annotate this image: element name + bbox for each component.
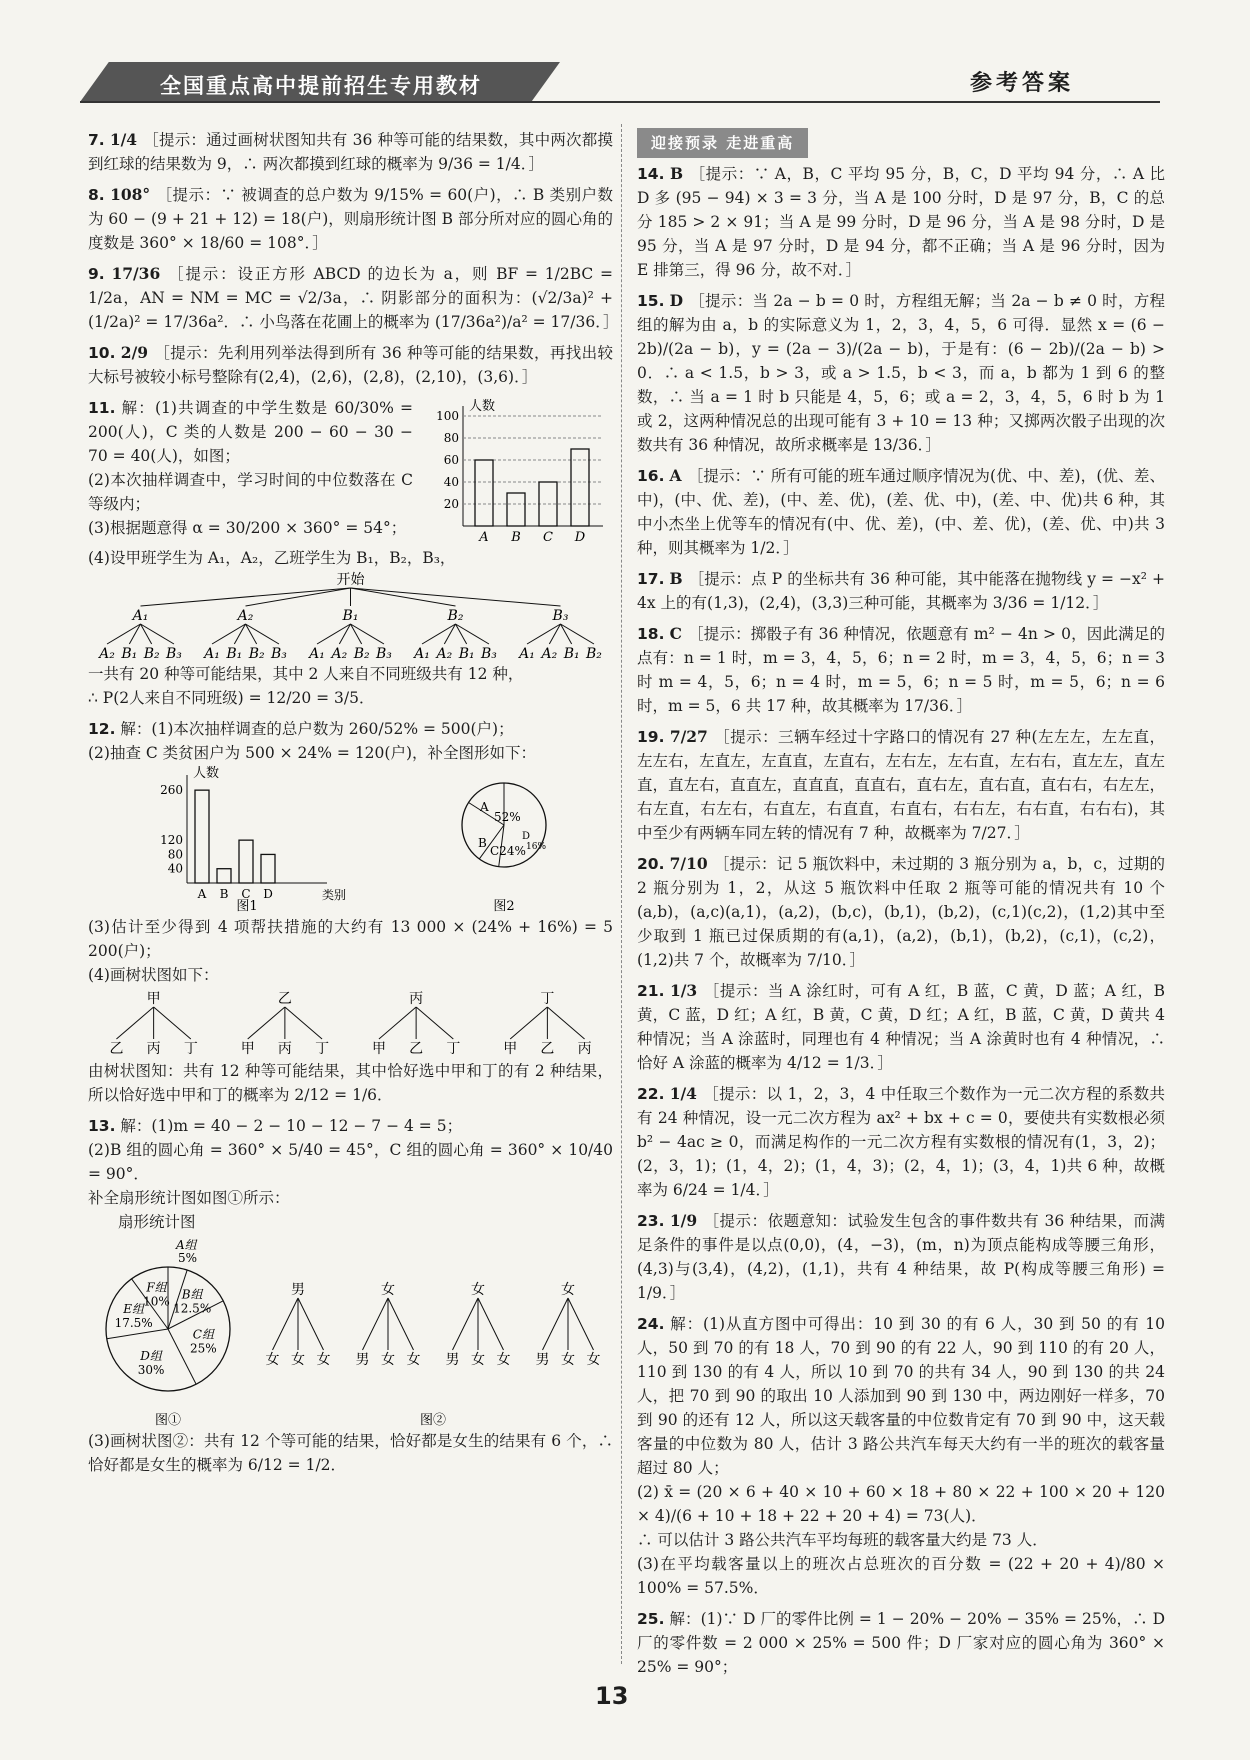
- figure-caption: 图①: [154, 1413, 182, 1428]
- tree-leaf: 丁: [183, 1041, 198, 1057]
- y-axis-label: 人数: [192, 766, 219, 781]
- tree-diagram-13: [253, 1234, 613, 1429]
- tree-branch: [568, 1298, 594, 1350]
- tree-leaf: 乙: [540, 1041, 555, 1057]
- y-tick-label: 60: [443, 453, 459, 467]
- tree-leaf: B₃: [166, 646, 182, 662]
- section-title: 迎接预录 走进重高: [637, 128, 808, 158]
- tree-branch: [379, 1007, 416, 1039]
- y-tick-label: 100: [436, 409, 459, 423]
- tree-branch: [388, 1298, 414, 1350]
- bar-B: [217, 869, 231, 883]
- tree-branch: [141, 588, 351, 606]
- tree-leaf: B₃: [481, 646, 497, 662]
- tree-leaf: B₁: [121, 646, 138, 662]
- bar-C: [239, 840, 253, 883]
- answer-7: 7. 1/4 ［提示：通过画树状图知共有 36 种等可能的结果数，其中两次都摸到红球的结果数为 9，∴ 两次都摸到红球的概率为 9/36 = 1/4．］: [88, 130, 613, 173]
- answer-18: 18. C ［提示：掷骰子有 36 种情况，依题意有 m² − 4n > 0，因此满足的点有：n = 1 时，m = 3，4，5，6；n = 2 时，m = 3，4，5，6；n = 3 时 m = 4，5，6；n = 4 时，m = 5，6；n = 5 时，m = 5，6；n = 6 时，m = 5，6 共 17 种，故其概率为 17/36．］: [637, 624, 1165, 715]
- column-divider: [621, 124, 622, 1664]
- tree-leaf: B₁: [563, 646, 580, 662]
- tree-leaf: 甲: [240, 1041, 255, 1057]
- tree-node: 男: [291, 1282, 305, 1298]
- x-tick-label: B: [511, 530, 521, 545]
- tree-branch: [547, 1007, 584, 1039]
- slice-label: C24%: [490, 844, 527, 858]
- tree-branch: [351, 588, 561, 606]
- figure-caption: 图1: [236, 899, 258, 914]
- tree-branch: [116, 1007, 153, 1039]
- bar-B: [507, 493, 525, 526]
- tree-leaf: A₂: [436, 646, 453, 662]
- tree-node: 丁: [540, 991, 555, 1007]
- tree-node: B₃: [552, 608, 569, 624]
- slice-label: C组: [192, 1327, 214, 1342]
- tree-node: 女: [381, 1282, 395, 1298]
- left-column: [88, 128, 619, 1484]
- tree-leaf: 丙: [577, 1041, 592, 1057]
- pie-chart-13: [88, 1234, 248, 1429]
- answer-24: 24. 解：(1)从直方图中可得出：10 到 30 的有 6 人，30 到 50 的有 10 人，50 到 70 的有 18 人，70 到 90 的有 22 人，90 到 110 的有 20 人，110 到 130 的有 4 人，所以 10 到 70 的共有 34 人，90 到 130 的共 24 人，把 70 到 90 的取出 10 人添加到 90 到 130 中，两边刚好一样多，70 到 90 的还有 12 人，所以这天载客量的中位数肯定有 70 到 90 中，这天载客量的中位数为 80 人，估计 3 路公共汽车每天大约有一半的班次的载客量超过 80 人； (2) x̄ = (20 × 6 + 40 × 10 + 60 × 18 + 80 × 22 + 100 × 20 + 120 × 4)/(6 + 10 + 18 + 22 + 20 + 4) = 73(人)． ∴ 可以估计 3 路公共汽车平均每班的载客量大约是 73 人． (3)在平均载客量以上的班次占总班次的百分数 = (22 + 20 + 4)/80 × 100% = 57.5%．: [637, 1315, 1165, 1597]
- tree-leaf: B₁: [458, 646, 475, 662]
- slice-label: 10%: [143, 1294, 170, 1309]
- tree-branch: [298, 1298, 324, 1350]
- tree-leaf: 甲: [371, 1041, 386, 1057]
- y-tick-label: 80: [167, 847, 183, 862]
- tree-leaf: A₁: [519, 646, 535, 662]
- tree-leaf: 甲: [503, 1041, 518, 1057]
- answer-20: 20. 7/10 ［提示：记 5 瓶饮料中，未过期的 3 瓶分别为 a，b，c，过期的 2 瓶分别为 1，2，从这 5 瓶饮料中任取 2 瓶等可能的情况共有 10 个(a,b)，(a,c)(a,1)，(a,2)，(b,c)，(b,1)，(b,2)，(c,1)(c,2)，(1,2)其中至少取到 1 瓶已过保质期的有(a,1)，(a,2)，(b,1)，(b,2)，(c,1)，(c,2)，(1,2)共 7 个，故概率为 7/10．］: [637, 854, 1165, 969]
- figure-caption: 图2: [493, 899, 515, 914]
- tree-leaf: 女: [381, 1352, 395, 1368]
- tree-branch: [154, 1007, 191, 1039]
- tree-leaf: A₁: [204, 646, 220, 662]
- tree-leaf: 女: [406, 1352, 421, 1368]
- x-tick-label: D: [574, 530, 586, 545]
- answer-16: 16. A ［提示：∵ 所有可能的班车通过顺序情况为(优、中、差)，(优、差、中)，(中、优、差)，(中、差、优)，(差、优、中)，(差、中、优)共 6 种，其中小杰坐上优等车的情况有(中、优、差)，(中、差、优)，(差、优、中)共 3 种，则其概率为 1/2．］: [637, 466, 1165, 557]
- tree-branch: [351, 588, 456, 606]
- y-tick-label: 40: [443, 475, 459, 489]
- x-tick-label: C: [543, 530, 553, 545]
- header-section-label: 参考答案: [970, 70, 1075, 96]
- tree-branch: [246, 588, 351, 606]
- slice-label: D组: [140, 1349, 162, 1364]
- tree-node: A₂: [237, 608, 254, 624]
- answer-8: 8. 108° ［提示：∵ 被调查的总户数为 9/15% = 60(户)，∴ B 类别户数为 60 − (9 + 21 + 12) = 18(户)，则扇形统计图 B 部分所对应的圆心角的度数是 360° × 18/60 = 108°．］: [88, 185, 613, 252]
- header-banner-text: 全国重点高中提前招生专用教材: [160, 74, 482, 98]
- tree-node: B₂: [447, 608, 464, 624]
- tree-leaf: B₂: [586, 646, 602, 662]
- bar-D: [571, 449, 589, 526]
- figure-caption: 图②: [419, 1413, 447, 1428]
- answer-21: 21. 1/3 ［提示：当 A 涂红时，可有 A 红，B 蓝，C 黄，D 蓝；A 红，B 黄，C 蓝，D 红；A 红，B 黄，C 黄，D 红；A 红，B 蓝，C 黄，D 黄共 4 种情况；当 A 涂蓝时，同理也有 4 种情况；当 A 涂黄时也有 4 种情况，∴ 恰好 A 涂蓝的概率为 4/12 = 1/3．］: [637, 981, 1165, 1072]
- answer-23: 23. 1/9 ［提示：依题意知：试验发生包含的事件数共有 36 种结果，而满足条件的事件是以点(0,0)，(4，−3)，(m，n)为顶点能构成等腰三角形，(4,3)与(3,4)，(4,2)，(1,1)，共有 4 种结果，故 P(构成等腰三角形) = 1/9．］: [637, 1211, 1165, 1302]
- tree-branch: [453, 1298, 479, 1350]
- tree-branch: [273, 1298, 299, 1350]
- slice-label: 25%: [190, 1341, 217, 1356]
- x-tick-label: C: [241, 887, 251, 901]
- answer-14: 14. B ［提示：∵ A，B，C 平均 95 分，B，C，D 平均 94 分，∴ A 比 D 多 (95 − 94) × 3 = 3 分，当 A 是 100 分时，D 是 97 分，B，C 的总分 185 > 2 × 91；当 A 是 99 分时，D 是 96 分，当 A 是 98 分时，D 是 95 分，当 A 是 97 分时，D 是 94 分，都不正确；当 A 是 96 分时，因为 E 排第三，得 96 分，故不对．］: [637, 164, 1165, 279]
- slice-label: 52%: [494, 810, 521, 824]
- bar-chart-12: [142, 765, 346, 915]
- tree-branch: [248, 1007, 285, 1039]
- tree-leaf: 乙: [109, 1041, 124, 1057]
- y-tick-label: 20: [443, 497, 459, 511]
- y-tick-label: 260: [159, 783, 183, 798]
- tree-leaf: 男: [535, 1352, 550, 1368]
- x-tick-label: D: [262, 887, 273, 901]
- slice-label: A: [480, 800, 489, 814]
- x-tick-label: A: [197, 887, 207, 901]
- answer-17: 17. B ［提示：点 P 的坐标共有 36 种可能，其中能落在抛物线 y = −x² + 4x 上的有(1,3)，(2,4)，(3,3)三种可能，其概率为 3/36 = 1/12．］: [637, 569, 1165, 612]
- x-tick-label: B: [219, 887, 229, 901]
- tree-leaf: A₂: [541, 646, 558, 662]
- slice-label: B: [478, 836, 488, 850]
- tree-node: 乙: [277, 991, 292, 1007]
- answer-25: 25. 解：(1)∵ D 厂的零件比例 = 1 − 20% − 20% − 35% = 25%，∴ D 厂的零件数 = 2 000 × 25% = 500 件；D 厂家对应的圆心角为 360° × 25% = 90°；: [637, 1610, 1165, 1676]
- tree-leaf: 女: [265, 1352, 280, 1368]
- tree-leaf: 男: [355, 1352, 370, 1368]
- tree-root: 开始: [336, 572, 365, 588]
- tree-branch: [478, 1298, 504, 1350]
- tree-leaf: A₁: [414, 646, 430, 662]
- tree-node: B₁: [342, 608, 359, 624]
- tree-leaf: 女: [496, 1352, 511, 1368]
- pie-divider: [107, 1329, 168, 1339]
- tree-node: 女: [561, 1282, 575, 1298]
- tree-leaf: 丁: [315, 1041, 330, 1057]
- tree-node: A₁: [132, 608, 149, 624]
- slice-label: B组: [181, 1287, 203, 1302]
- answer-13: 13. 解：(1)m = 40 − 2 − 10 − 12 − 7 − 4 = 5； (2)B 组的圆心角 = 360° × 5/40 = 45°，C 组的圆心角 = 360° × 10/40 = 90°． 补全扇形统计图如图①所示： 扇形统计图 A组 5% B组 12.5% C组 25% D组 30% E组 17.5% F组 10% 图① 男 女 女 女 女 男 女 女 女 男 女 女 女 男 女 女 图② (3)画树状图②：共有 12 个等可能的结果，恰好都是女生的结果有 6 个，∴ 恰好都是女生的概率为 6/12 = 1/2．: [88, 1117, 613, 1474]
- slice-label: 12.5%: [173, 1301, 212, 1316]
- answer-15: 15. D ［提示：当 2a − b = 0 时，方程组无解；当 2a − b ≠ 0 时，方程组的解为由 a，b 的实际意义为 1，2，3，4，5，6 可得．显然 x = (6 − 2b)/(2a − b)，y = (2a − 3)/(2a − b)，于是有：(6 − 2b)/(2a − b) > 0．∴ a < 1.5，b > 3，或 a > 1.5，b < 3，而 a，b 都为 1 到 6 的整数，∴ 当 a = 1 时 b 只能是 4，5，6；或 a = 2，3，4，5，6 时 b 为 1 或 2，这两种情况总的出现可能有 3 + 10 = 13 种；又掷两次骰子出现的次数共有 36 种情况，故所求概率是 13/36．］: [637, 291, 1166, 454]
- tree-leaf: 男: [445, 1352, 460, 1368]
- answer-22: 22. 1/4 ［提示：以 1，2，3，4 中任取三个数作为一元二次方程的系数共有 24 种情况，设一元二次方程为 ax² + bx + c = 0，要使共有实数根必须 b² − 4ac ≥ 0，而满足构作的一元二次方程有实数根的情况有(1，3，2)；(2，3，1)；(1，4，2)；(1，4，3)；(2，4，1)；(3，4，1)共 6 种，故概率为 6/24 = 1/4．］: [637, 1084, 1165, 1199]
- answer-10: 10. 2/9 ［提示：先利用列举法得到所有 36 种等可能的结果数，再找出较大标号被较小标号整除有(2,4)，(2,6)，(2,8)，(2,10)，(3,6)．］: [88, 343, 613, 386]
- tree-leaf: A₂: [331, 646, 348, 662]
- slice-label: 5%: [178, 1251, 198, 1265]
- tree-leaf: 丙: [146, 1041, 161, 1057]
- tree-leaf: A₁: [309, 646, 325, 662]
- y-tick-label: 120: [159, 833, 183, 848]
- header-rule: [80, 101, 1160, 103]
- bar-D: [261, 854, 275, 883]
- tree-leaf: 丙: [277, 1041, 292, 1057]
- tree-leaf: 丁: [446, 1041, 461, 1057]
- slice-label: 17.5%: [114, 1315, 153, 1330]
- tree-node: 甲: [146, 991, 161, 1007]
- right-column: [637, 128, 1165, 1686]
- pie-chart-12: [449, 765, 559, 915]
- x-tick-label: A: [479, 530, 489, 545]
- bar-chart-11: [423, 396, 613, 546]
- tree-leaf: 乙: [409, 1041, 424, 1057]
- bar-A: [195, 790, 209, 883]
- page-number: 13: [595, 1682, 629, 1710]
- slice-label: E组: [123, 1301, 145, 1316]
- tree-leaf: 女: [316, 1352, 331, 1368]
- tree-leaf: B₃: [376, 646, 392, 662]
- tree-leaf: 女: [291, 1352, 305, 1368]
- tree-leaf: 女: [471, 1352, 485, 1368]
- tree-leaf: B₁: [226, 646, 243, 662]
- answer-19: 19. 7/27 ［提示：三辆车经过十字路口的情况有 27 种(左左左，左左直，左左右，左直左，左直直，左直右，左右左，左右直，左右右，直左左，直左直，直左右，直直左，直直直，直直右，直右左，直右直，直右右，右左左，右左直，右左右，右直左，右直直，右直右，右右左，右右直，右右右)，其中至少有两辆车同左转的情况有 7 种，故概率为 7/27．］: [637, 727, 1165, 842]
- tree-node: 女: [471, 1282, 485, 1298]
- y-axis-label: 人数: [469, 399, 496, 414]
- x-axis-label: 类别: [321, 888, 346, 902]
- tree-leaf: B₂: [143, 646, 160, 662]
- tree-leaf: B₂: [353, 646, 370, 662]
- slice-label: D: [522, 831, 531, 842]
- tree-leaf: B₃: [271, 646, 287, 662]
- slice-label: 16%: [526, 842, 547, 852]
- pie-title: 扇形统计图: [118, 1213, 196, 1231]
- tree-branch: [363, 1298, 389, 1350]
- bar-A: [475, 460, 493, 526]
- slice-label: 30%: [137, 1363, 165, 1378]
- answer-11: 11. 解：(1)共调查的中学生数是 60/30% = 200(人)，C 类的人数是 200 − 60 − 30 − 70 = 40(人)，如图； (2)本次抽样调查中，学习时间的中位数落在 C 等级内； (3)根据题意得 α = 30/200 × 360° = 54°； 人数 20 40 60 80 100 A B C D (4)设甲班学生为 A₁，A₂，乙班学生为 B₁，B₂，B₃， 开始 A₁ A₂ B₁ B₂ B₃ A₂ A₁ B₁ B₂ B₃ B₁ A₁ A₂ B₂ B₃ B₂ A₁ A₂ B₁ B₃ B₃ A₁ A₂ B₁ B₂ 一共有 20 种等可能结果，其中 2 人来自不同班级共有 12 种， ∴ P(2人来自不同班级) = 12/20 = 3/5．: [88, 396, 613, 710]
- slice-label: F组: [146, 1280, 167, 1295]
- tree-leaf: B₂: [248, 646, 265, 662]
- tree-branch: [510, 1007, 547, 1039]
- tree-diagram-12: [88, 987, 613, 1059]
- tree-leaf: 女: [561, 1352, 575, 1368]
- tree-node: 丙: [409, 991, 424, 1007]
- slice-label: A组: [176, 1238, 197, 1252]
- tree-leaf: 女: [586, 1352, 601, 1368]
- tree-branch: [416, 1007, 453, 1039]
- tree-branch: [543, 1298, 569, 1350]
- y-tick-label: 40: [167, 861, 183, 876]
- answer-9: 9. 17/36 ［提示：设正方形 ABCD 的边长为 a，则 BF = 1/2BC = 1/2a，AN = NM = MC = √2/3a，∴ 阴影部分的面积为：(√2/3a)² + (1/2a)² = 17/36a²．∴ 小鸟落在花圃上的概率为 (17/36a²)/a² = 17/36．］: [88, 264, 619, 331]
- answer-12: 12. 解：(1)本次抽样调查的总户数为 260/52% = 500(户)； (2)抽查 C 类贫困户为 500 × 24% = 120(户)，补全图形如下： 人数 类别 40 80 120 260 A B C D 图1 A 52% B C24% D 16% 图2 (3)估计至少得到 4 项帮扶措施的大约有 13 000 × (24% + 16%) = 5 200(户)； (4)画树状图如下： 甲 乙 丙 丁 乙 甲 丙 丁 丙 甲 乙 丁 丁 甲 乙 丙 由树状图知：共有 12 种等可能结果，其中恰好选中甲和丁的有 2 种结果，所以恰好选中甲和丁的概率为 2/12 = 1/6．: [88, 720, 613, 1104]
- y-tick-label: 80: [443, 431, 459, 445]
- tree-diagram-11: [88, 570, 613, 662]
- tree-branch: [285, 1007, 322, 1039]
- tree-leaf: A₂: [99, 646, 115, 662]
